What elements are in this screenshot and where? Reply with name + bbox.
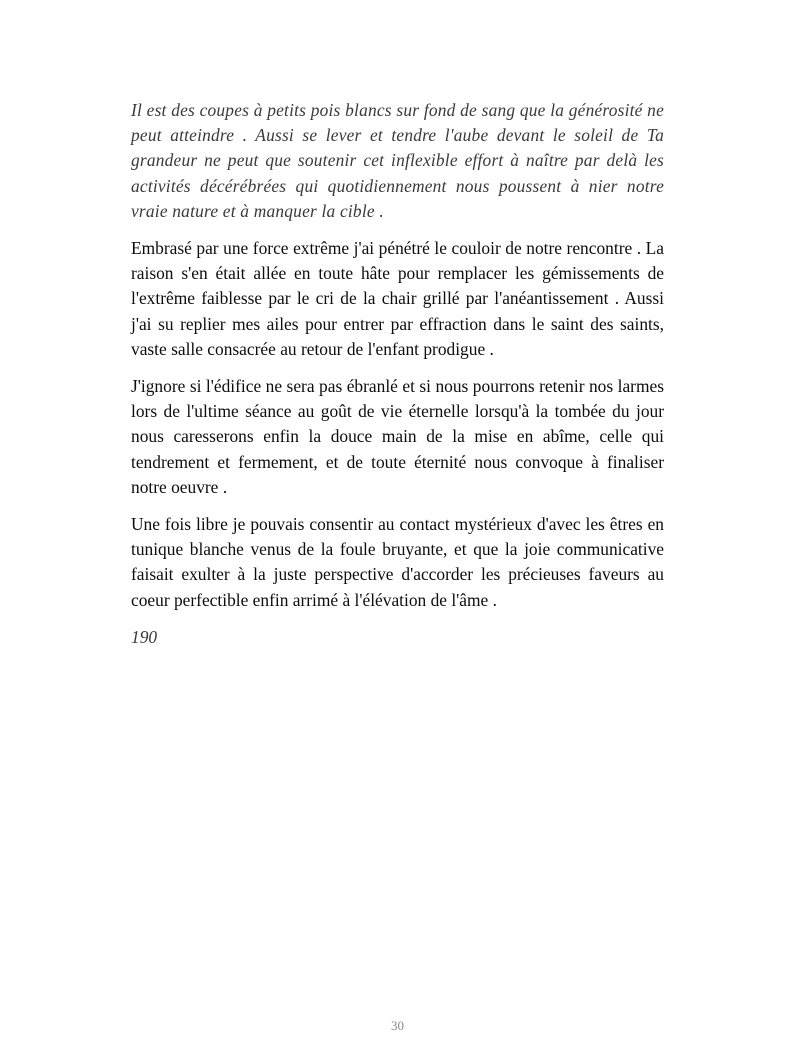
paragraph-embrase: Embrasé par une force extrême j'ai pénétré le couloir de notre rencontre . La raison s'en était allée en toute hâte pour remplacer les gémissements de l'extrême faiblesse par le cri de la chair grillé par l'anéantissement . Aussi j'ai su replier mes ailes pour entrer par effraction dans le saint des saints, vaste salle consacrée au retour de l'enfant prodigue . <box>131 238 664 359</box>
page-number: 30 <box>391 1018 404 1033</box>
italic-paragraph: Il est des coupes à petits pois blancs sur fond de sang que la générosité ne peut atteindre . Aussi se lever et tendre l'aube devant le soleil de Ta grandeur ne peut que soutenir cet inflexible effort à naître par delà les activités décérébrées qui quotidiennement nous poussent à nier notre vraie nature et à manquer la cible . <box>131 100 664 221</box>
poem-number: 190 <box>131 626 158 647</box>
paragraph-jignore: J'ignore si l'édifice ne sera pas ébranlé et si nous pourrons retenir nos larmes lors de l'ultime séance au goût de vie éternelle lorsqu'à la tombée du jour nous caresserons enfin la douce main de la mise en abîme, celle qui tendrement et fermement, et de toute éternité nous convoque à finaliser notre oeuvre . <box>131 376 664 497</box>
page-body <box>131 98 664 650</box>
paragraph-une-fois-libre: Une fois libre je pouvais consentir au contact mystérieux d'avec les êtres en tunique blanche venus de la foule bruyante, et que la joie communicative faisait exulter à la juste perspective d'accorder les précieuses faveurs au coeur perfectible enfin arrimé à l'élévation de l'âme . <box>131 514 664 610</box>
